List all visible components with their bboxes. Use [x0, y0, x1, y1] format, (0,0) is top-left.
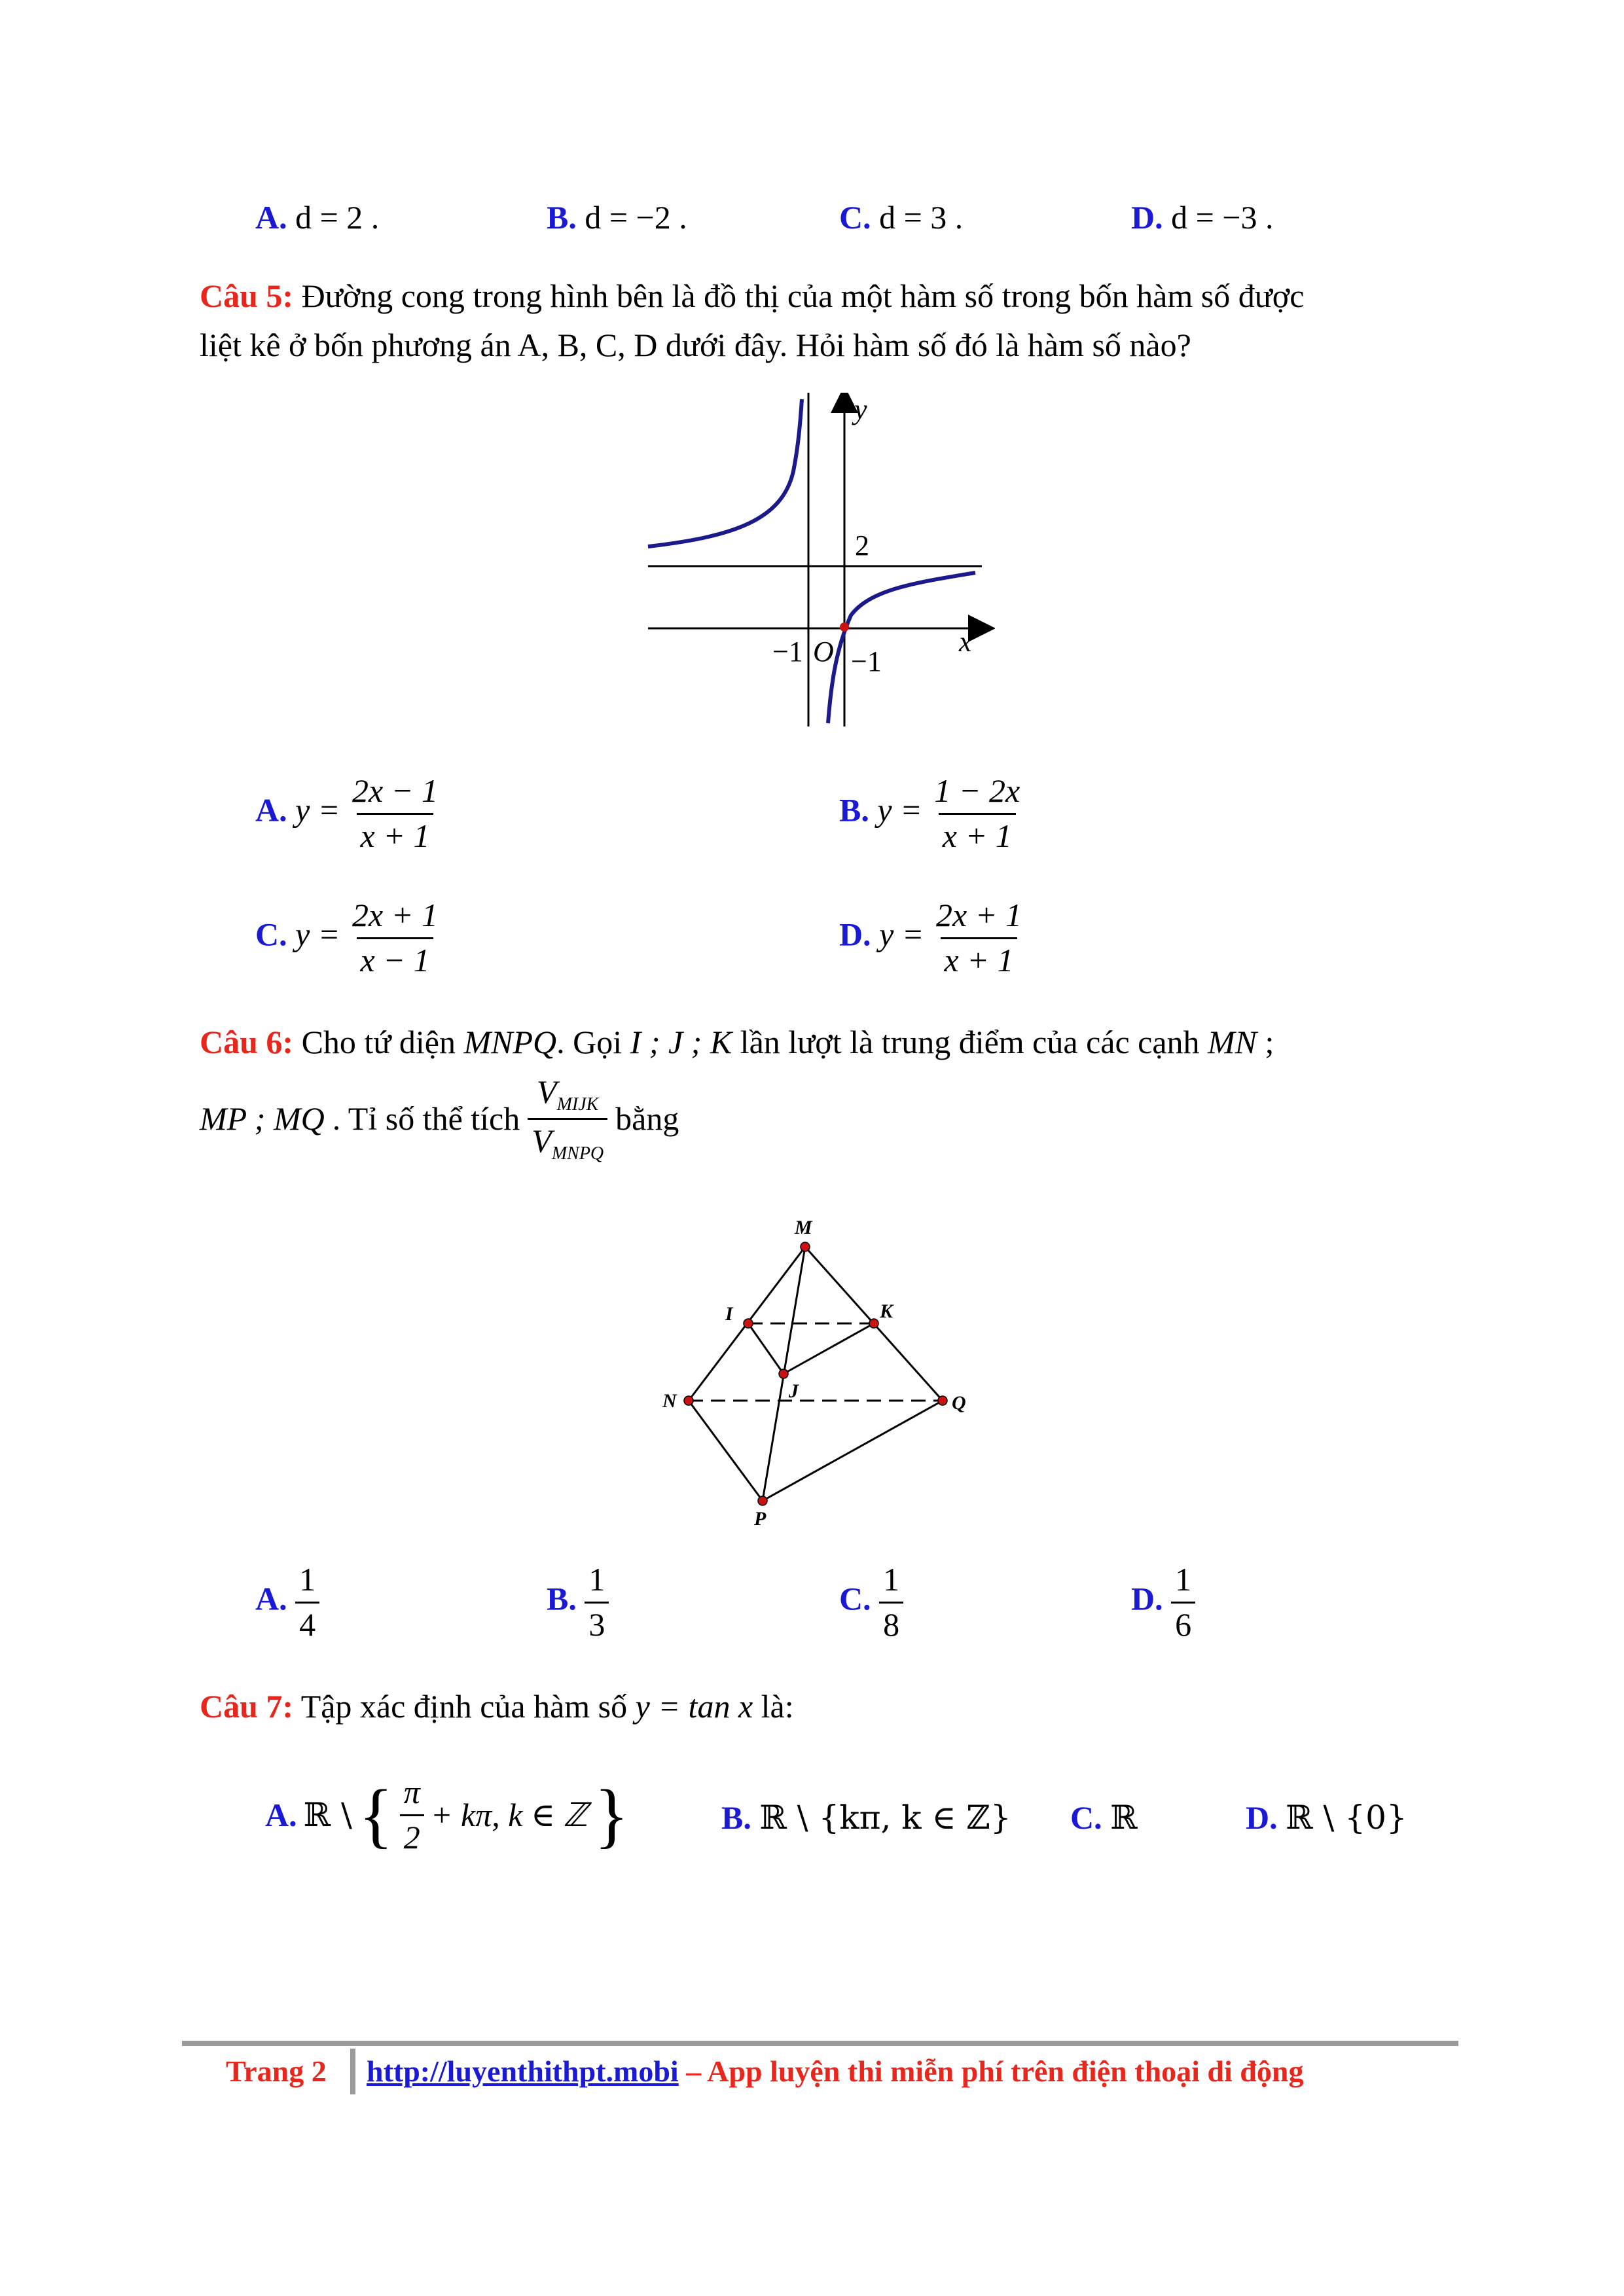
tick-label-2: 2	[855, 529, 869, 562]
volume-subscript: MIJK	[556, 1094, 599, 1115]
fraction-numerator: 1	[883, 1561, 900, 1598]
option-label: A.	[265, 1796, 297, 1833]
option-fraction	[348, 897, 442, 979]
fraction-denominator: x − 1	[357, 937, 434, 980]
volume-symbol: V	[537, 1073, 557, 1110]
q6-edges: MP ; MQ	[200, 1100, 325, 1138]
q5-option-a[interactable]	[255, 772, 442, 855]
q6-points: I ; J ; K	[630, 1024, 732, 1060]
option-set-body: + kπ, k ∈ ℤ	[430, 1796, 588, 1833]
option-label: C.	[255, 916, 287, 953]
fraction-denominator: x + 1	[941, 937, 1018, 980]
option-label: A.	[255, 791, 287, 829]
option-label: B.	[547, 199, 577, 236]
tick-label-minus-1-y: −1	[851, 645, 882, 677]
question-heading: Câu 5:	[200, 278, 294, 314]
option-label: D.	[1246, 1799, 1278, 1836]
option-text: d = 3 .	[879, 199, 964, 236]
q7-option-d[interactable]	[1246, 1797, 1407, 1839]
fraction-denominator: x + 1	[357, 813, 434, 855]
q6-text: ;	[1265, 1024, 1274, 1060]
fraction-denominator: 3	[585, 1602, 609, 1644]
q5-line-2: liệt kê ở bốn phương án A, B, C, D dưới đây. Hỏi hàm số đó là hàm số nào?	[200, 327, 1191, 363]
q5-option-b[interactable]	[839, 772, 1024, 855]
q6-text: . Gọi	[556, 1024, 623, 1060]
left-brace: {	[358, 1775, 393, 1855]
q6-line-2	[200, 1073, 679, 1164]
option-text: d = −2 .	[585, 199, 687, 236]
footer-link[interactable]: http://luyenthithpt.mobi	[367, 2054, 679, 2088]
option-set-prefix: ℝ \	[303, 1795, 352, 1834]
option-fraction	[932, 897, 1026, 979]
option-text: d = −3 .	[1171, 199, 1274, 236]
option-label: B.	[839, 791, 869, 829]
q6-option-a[interactable]	[255, 1561, 319, 1643]
x-axis-label: x	[959, 626, 972, 658]
fraction-denominator: 8	[879, 1602, 903, 1644]
intersection-point	[840, 622, 849, 632]
q4-option-c[interactable]	[839, 196, 963, 239]
q7-text: là:	[761, 1688, 794, 1725]
vertex-label-j: J	[789, 1380, 799, 1402]
q6-option-c[interactable]	[839, 1561, 903, 1643]
volume-subscript: MNPQ	[551, 1143, 604, 1164]
q6-option-b[interactable]	[547, 1561, 609, 1643]
q7-option-b[interactable]	[721, 1797, 1011, 1839]
option-label: A.	[255, 1580, 287, 1617]
option-lhs: y =	[877, 791, 922, 829]
option-fraction	[400, 1774, 424, 1856]
y-axis-label: y	[854, 393, 867, 425]
right-brace: }	[594, 1775, 629, 1855]
option-label: C.	[839, 199, 871, 236]
q7-function: y = tan x	[635, 1688, 753, 1725]
footer-page-number: Trang 2	[226, 2054, 327, 2088]
q5-option-d[interactable]	[839, 897, 1026, 979]
tetrahedron-figure	[655, 1211, 995, 1525]
fraction-denominator	[528, 1118, 607, 1164]
fraction-numerator: 1	[1175, 1561, 1192, 1598]
fraction-numerator: π	[403, 1774, 420, 1810]
fraction-numerator	[533, 1073, 602, 1118]
option-fraction	[348, 772, 442, 855]
fraction-denominator: x + 1	[939, 813, 1016, 855]
q6-text: lần lượt là trung điểm của các cạnh	[740, 1024, 1200, 1060]
vertex-label-n: N	[662, 1390, 677, 1412]
q6-tetrahedron: MNPQ	[463, 1024, 557, 1060]
option-text: ℝ	[1110, 1799, 1138, 1837]
q6-text: bằng	[615, 1100, 679, 1138]
option-text: ℝ \ {0}	[1286, 1799, 1407, 1837]
q6-edge: MN	[1208, 1024, 1257, 1060]
option-label: D.	[1131, 1580, 1163, 1617]
q7-option-c[interactable]	[1070, 1797, 1138, 1839]
fraction-numerator: 1	[299, 1561, 316, 1598]
tick-label-minus-1-x: −1	[772, 636, 803, 668]
vertex-label-p: P	[754, 1508, 767, 1525]
q6-text: . Tỉ số thể tích	[332, 1100, 520, 1138]
footer-tagline: – App luyện thi miễn phí trên điện thoại di động	[686, 2054, 1304, 2088]
q6-option-d[interactable]	[1131, 1561, 1195, 1643]
option-lhs: y =	[879, 916, 924, 953]
fraction-denominator: 4	[295, 1602, 319, 1644]
option-label: D.	[839, 916, 871, 953]
q7-option-a[interactable]	[265, 1774, 629, 1856]
question-heading: Câu 7:	[200, 1688, 294, 1725]
footer-text	[367, 2052, 1303, 2091]
option-label: C.	[839, 1580, 871, 1617]
fraction-numerator: 2x + 1	[352, 897, 438, 933]
option-label: C.	[1070, 1799, 1102, 1836]
option-label: A.	[255, 199, 287, 236]
vertex-label-k: K	[880, 1300, 893, 1322]
q6-text: Cho tứ diện	[301, 1024, 456, 1060]
q5-option-c[interactable]	[255, 897, 442, 979]
curve-left-branch	[648, 399, 802, 547]
fraction-numerator: 1 − 2x	[934, 772, 1020, 809]
option-label: B.	[721, 1799, 751, 1836]
fraction-numerator: 2x − 1	[352, 772, 438, 809]
q4-option-d[interactable]	[1131, 196, 1274, 239]
q5-line-1	[200, 275, 1304, 317]
function-graph	[641, 393, 995, 733]
curve-right-branch	[828, 573, 975, 723]
fraction-numerator: 2x + 1	[936, 897, 1022, 933]
volume-ratio	[528, 1073, 607, 1164]
fraction-denominator: 6	[1171, 1602, 1195, 1644]
option-text: d = 2 .	[295, 199, 380, 236]
fraction-numerator: 1	[588, 1561, 605, 1598]
vertex-label-m: M	[795, 1217, 812, 1238]
option-label: D.	[1131, 199, 1163, 236]
option-lhs: y =	[295, 791, 340, 829]
origin-label: O	[813, 636, 834, 668]
option-text: ℝ \ {kπ, k ∈ ℤ}	[759, 1799, 1011, 1837]
volume-symbol: V	[532, 1122, 552, 1160]
footer-separator	[350, 2049, 355, 2094]
question-text: Đường cong trong hình bên là đồ thị của một hàm số trong bốn hàm số được	[301, 278, 1305, 314]
question-heading: Câu 6:	[200, 1024, 294, 1060]
option-fraction	[295, 1561, 319, 1643]
q7-text: Tập xác định của hàm số	[300, 1688, 628, 1725]
option-label: B.	[547, 1580, 577, 1617]
vertex-label-i: I	[725, 1303, 733, 1325]
q7-line	[200, 1685, 794, 1728]
option-fraction	[930, 772, 1024, 855]
option-fraction	[585, 1561, 609, 1643]
q4-option-a[interactable]	[255, 196, 379, 239]
footer-rule	[182, 2041, 1458, 2046]
fraction-denominator: 2	[400, 1814, 424, 1857]
option-fraction	[1171, 1561, 1195, 1643]
option-fraction	[879, 1561, 903, 1643]
q6-line-1	[200, 1021, 1274, 1064]
option-lhs: y =	[295, 916, 340, 953]
q4-option-b[interactable]	[547, 196, 687, 239]
vertex-label-q: Q	[952, 1392, 966, 1414]
